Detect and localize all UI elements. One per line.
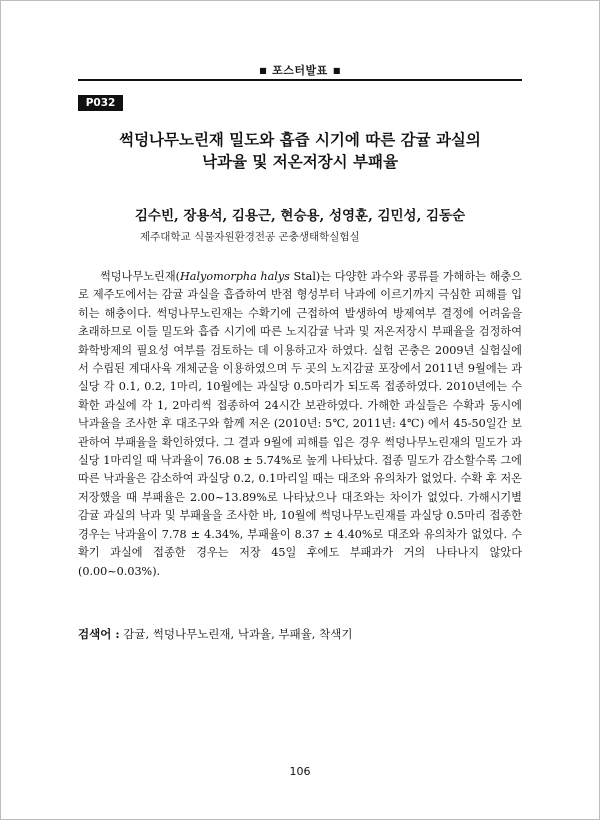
square-bullet-icon: ■: [259, 66, 268, 75]
author-list: 김수빈, 장용석, 김용근, 현승용, 성영훈, 김민성, 김동순: [134, 208, 466, 224]
species-name: Halyomorpha halys: [180, 270, 290, 283]
section-label: 포스터발표: [272, 64, 328, 77]
header-rule: [78, 79, 522, 81]
keywords: [78, 626, 522, 642]
keywords-list: 감귤, 썩덩나무노린재, 낙과율, 부패율, 착색기: [123, 627, 353, 641]
keywords-label: 검색어 :: [78, 627, 120, 641]
poster-code-badge: P032: [78, 95, 123, 111]
abstract-body: [78, 268, 522, 581]
affiliation: 제주대학교 식물자원환경전공 곤충생태학실험실: [140, 231, 360, 243]
title-line-1: 썩덩나무노린재 밀도와 흡즙 시기에 따른 감귤 과실의: [119, 130, 481, 149]
page-number: 106: [289, 765, 311, 778]
abstract-intro: 썩덩나무노린재(: [100, 270, 181, 283]
title-line-2: 낙과율 및 저온저장시 부패율: [202, 152, 398, 171]
abstract-text: Stal)는 다양한 과수와 콩류를 가해하는 해충으로 제주도에서는 감귤 과실을 흡즙하여 반점 형성부터 낙과에 이르기까지 극심한 피해를 입히는 해충이다. 썩덩나무노린재는 수확기에 근접하여 발생하여 방제여부 결정에 어려움을 초래하므로 이들 밀도와 흡즙 시기에 따른 노지감귤 낙과 및 저온저장시 부패율을 검정하여 화학방제의 필요성 여부를 검토하는 데 이용하고자 하였다. 실험 곤충은 2009년 실험실에서 수립된 계대사육 개체군을 이용하였으며 두 곳의 노지감귤 포장에서 2011년 9월에는 과실당 각 0.1, 0.2, 1마리, 10월에는 과실당 0.5마리가 되도록 접종하였다. 2010년에는 수확한 과실에 각 1, 2마리씩 접종하여 24시간 보관하였다. 가해한 과실들은 수확과 동시에 낙과율을 조사한 후 대조구와 함께 저온 (2010년: 5℃, 2011년: 4℃) 에서 45-50일간 보관하여 부패율을 확인하였다. 그 결과 9월에 피해를 입은 경우 썩덩나무노린재의 밀도가 과실당 1마리일 때 낙과율이 76.08 ± 5.74%로 높게 나타났다. 접종 밀도가 감소할수록 그에 따른 낙과율은 감소하여 과실당 0.2, 0.1마리일 때는 대조와 유의차가 없었다. 수확 후 저온저장했을 때 부패율은 2.00~13.89%로 나타났으나 대조와는 차이가 없었다. 가해시기별 감귤 과실의 낙과 및 부패율을 조사한 바, 10월에 썩덩나무노린재를 과실당 0.5마리 접종한 경우는 낙과율이 7.78 ± 4.34%, 부패율이 8.37 ± 4.40%로 대조와 유의차가 없었다. 수확기 과실에 접종한 경우는 저장 45일 후에도 부패과가 거의 나타나지 않았다 (0.00~0.03%).: [78, 270, 522, 578]
section-header: [0, 62, 600, 78]
paper-title: [60, 129, 540, 173]
square-bullet-icon: ■: [332, 66, 341, 75]
